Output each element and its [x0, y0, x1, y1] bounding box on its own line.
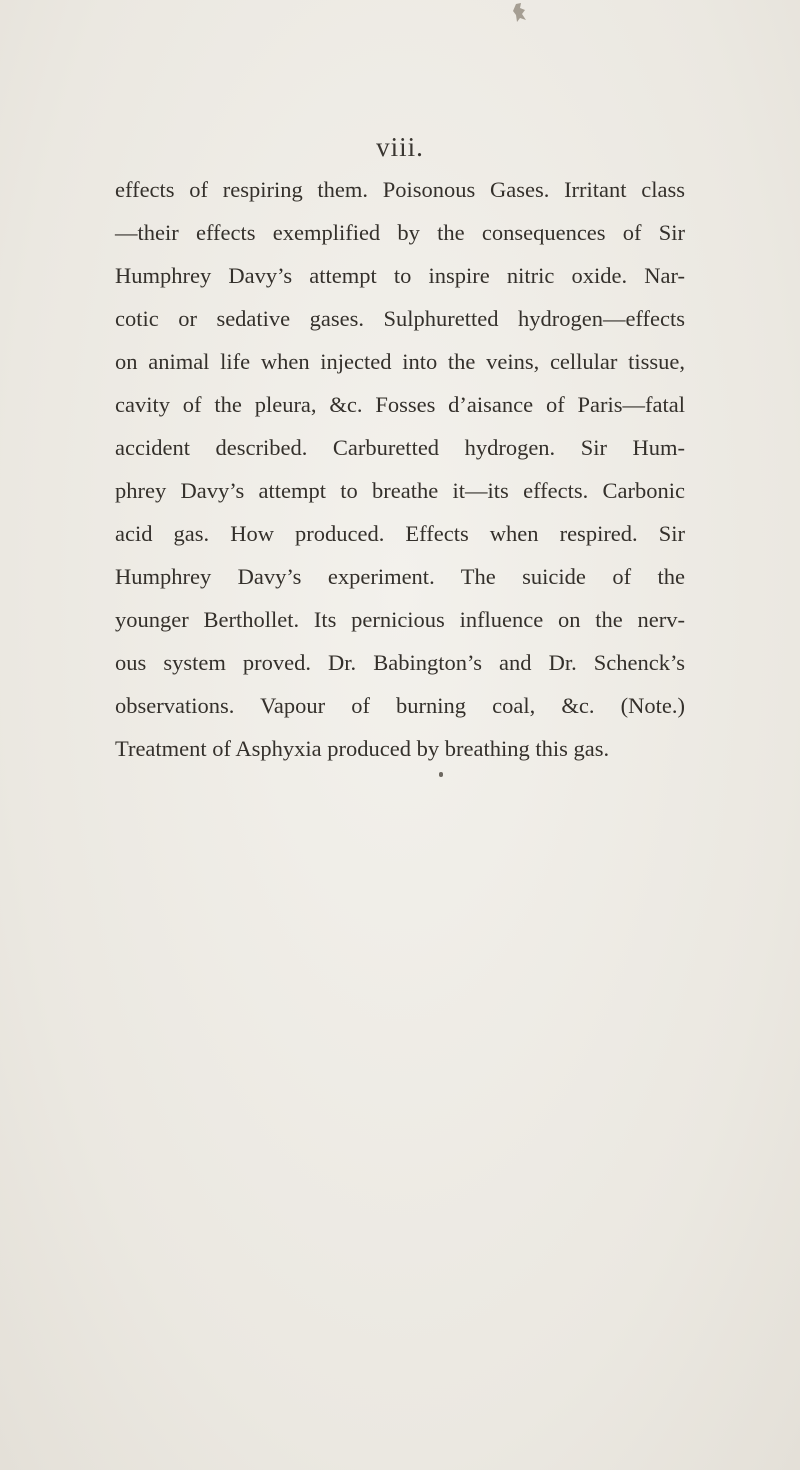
- text-line: acid gas. How produced. Effects when respired. Sir: [115, 521, 685, 546]
- page-number: viii.: [376, 132, 424, 162]
- text-line: Treatment of Asphyxia produced by breathing this gas.: [115, 736, 610, 761]
- text-line: on animal life when injected into the veins, cellular tissue,: [115, 349, 685, 374]
- text-line: accident described. Carburetted hydrogen. Sir Hum-: [115, 435, 685, 460]
- ink-speck: [439, 772, 443, 777]
- text-line: observations. Vapour of burning coal, &c. (Note.): [115, 693, 685, 718]
- text-line: —their effects exemplified by the consequences of Sir: [115, 220, 685, 245]
- page-body-text: [115, 168, 685, 770]
- text-line: cavity of the pleura, &c. Fosses d’aisance of Paris—fatal: [115, 392, 685, 417]
- text-line: ous system proved. Dr. Babington’s and Dr. Schenck’s: [115, 650, 685, 675]
- text-line: Humphrey Davy’s experiment. The suicide of the: [115, 564, 685, 589]
- text-line: effects of respiring them. Poisonous Gases. Irritant class: [115, 177, 685, 202]
- text-line: phrey Davy’s attempt to breathe it—its effects. Carbonic: [115, 478, 685, 503]
- text-line: younger Berthollet. Its pernicious influence on the nerv-: [115, 607, 685, 632]
- text-line: cotic or sedative gases. Sulphuretted hydrogen—effects: [115, 306, 685, 331]
- ink-blot-mark: [512, 2, 530, 24]
- text-line: Humphrey Davy’s attempt to inspire nitric oxide. Nar-: [115, 263, 685, 288]
